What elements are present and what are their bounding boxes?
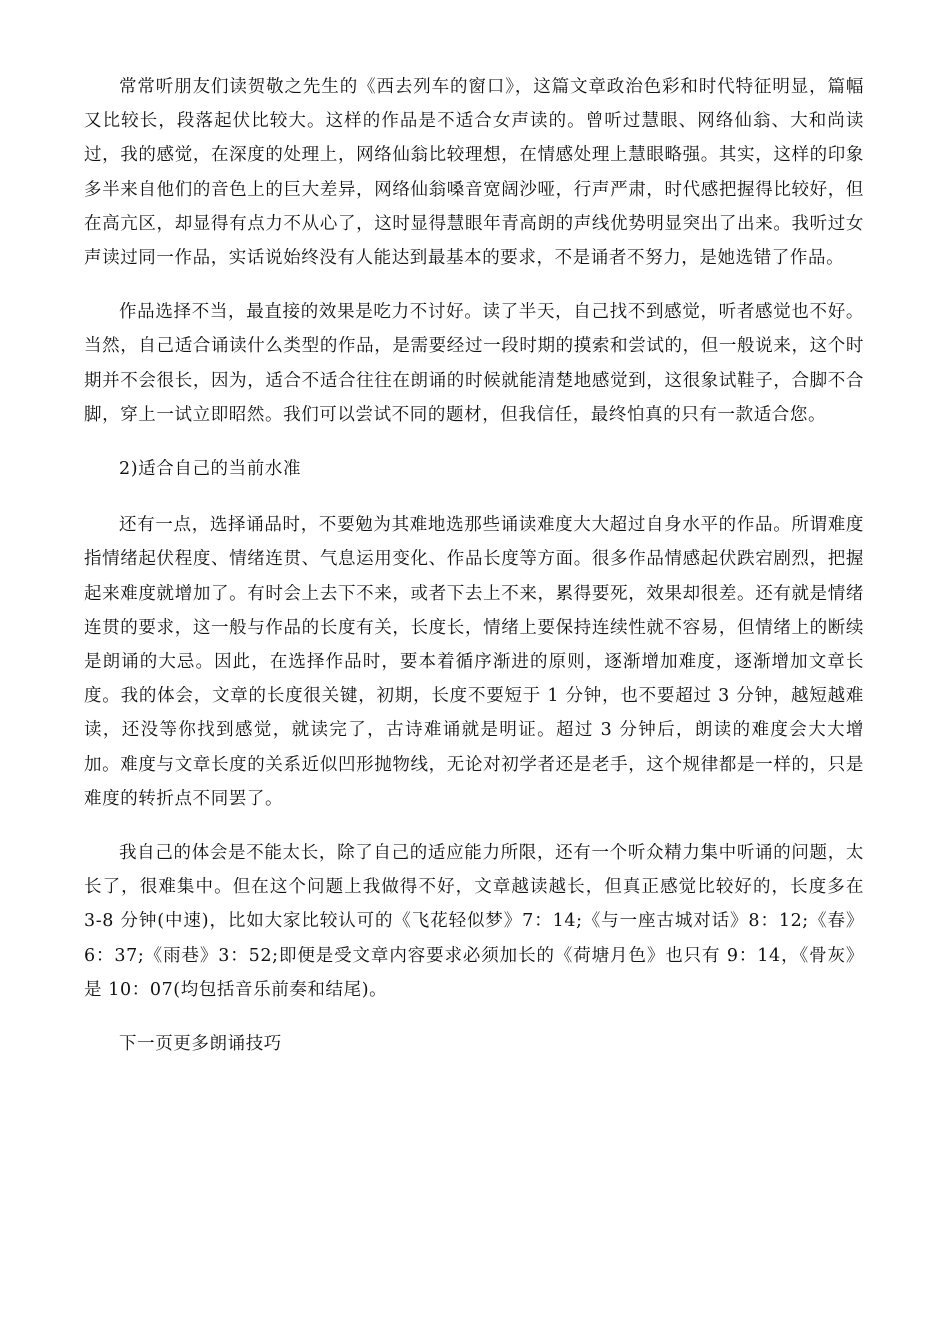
paragraph-1: 常常听朋友们读贺敬之先生的《西去列车的窗口》，这篇文章政治色彩和时代特征明显，篇幅又比较长，段落起伏比较大。这样的作品是不适合女声读的。曾听过慧眼、网络仙翁、大和尚读过，我的感觉，在深度的处理上，网络仙翁比较理想，在情感处理上慧眼略强。其实，这样的印象多半来自他们的音色上的巨大差异，网络仙翁嗓音宽阔沙哑，行声严肃，时代感把握得比较好，但在高亢区，却显得有点力不从心了，这时显得慧眼年青高朗的声线优势明显突出了出来。我听过女声读过同一作品，实话说始终没有人能达到最基本的要求，不是诵者不努力，是她选错了作品。 [84, 77, 864, 269]
paragraph-2: 作品选择不当，最直接的效果是吃力不讨好。读了半天，自己找不到感觉，听者感觉也不好。当然，自己适合诵读什么类型的作品，是需要经过一段时期的摸索和尝试的，但一般说来，这个时期并不会很长，因为，适合不适合往往在朗诵的时候就能清楚地感觉到，这很象试鞋子，合脚不合脚，穿上一试立即昭然。我们可以尝试不同的题材，但我信任，最终怕真的只有一款适合您。 [84, 302, 864, 425]
document-page [84, 70, 864, 1083]
paragraph-4: 我自己的体会是不能太长，除了自己的适应能力所限，还有一个听众精力集中听诵的问题，太长了，很难集中。但在这个问题上我做得不好，文章越读越长，但真正感觉比较好的，长度多在 3-8 分钟(中速)，比如大家比较认可的《飞花轻似梦》7：14;《与一座古城对话》8：12;《春》6：37;《雨巷》3：52;即便是受文章内容要求必须加长的《荷塘月色》也只有 9：14，《骨灰》是 10：07(均包括音乐前奏和结尾)。 [84, 843, 864, 1000]
paragraph-3: 还有一点，选择诵品时，不要勉为其难地选那些诵读难度大大超过自身水平的作品。所谓难度指情绪起伏程度、情绪连贯、气息运用变化、作品长度等方面。很多作品情感起伏跌宕剧烈，把握起来难度就增加了。有时会上去下不来，或者下去上不来，累得要死，效果却很差。还有就是情绪连贯的要求，这一般与作品的长度有关，长度长，情绪上要保持连续性就不容易，但情绪上的断续是朗诵的大忌。因此，在选择作品时，要本着循序渐进的原则，逐渐增加难度，逐渐增加文章长度。我的体会，文章的长度很关键，初期，长度不要短于 1 分钟，也不要超过 3 分钟，越短越难读，还没等你找到感觉，就读完了，古诗难诵就是明证。超过 3 分钟后，朗读的难度会大大增加。难度与文章长度的关系近似凹形抛物线，无论对初学者还是老手，这个规律都是一样的，只是难度的转折点不同罢了。 [84, 515, 864, 809]
section-heading: 2)适合自己的当前水准 [119, 459, 302, 480]
next-page-link-text: 下一页更多朗诵技巧 [119, 1034, 282, 1055]
